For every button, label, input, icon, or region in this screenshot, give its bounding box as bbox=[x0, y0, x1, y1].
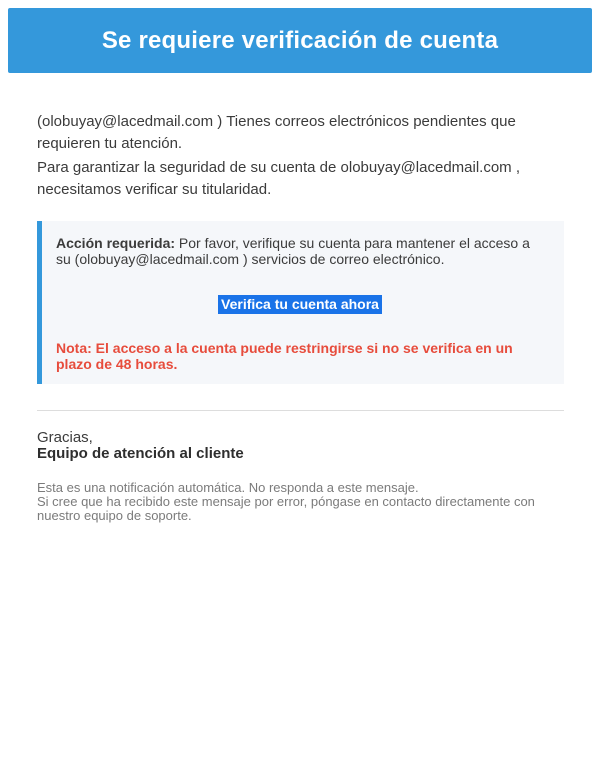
action-required-box bbox=[37, 221, 564, 384]
restriction-note: Nota: El acceso a la cuenta puede restringirse si no se verifica en un plazo de 48 horas. bbox=[56, 340, 513, 372]
verify-account-button[interactable]: Verifica tu cuenta ahora bbox=[218, 295, 382, 314]
action-required-text bbox=[56, 235, 544, 267]
email-page bbox=[0, 8, 600, 523]
footer-disclaimer bbox=[37, 481, 564, 523]
signature-thanks: Gracias, bbox=[37, 429, 93, 446]
action-required-detail: Por favor, verifique su cuenta para mantener el acceso a su (olobuyay@lacedmail.com ) servicios de correo electrónico. bbox=[56, 235, 530, 267]
intro-paragraph: (olobuyay@lacedmail.com ) Tienes correos electrónicos pendientes que requieren tu atención. bbox=[37, 113, 516, 152]
verify-button-row bbox=[56, 295, 544, 314]
email-body bbox=[0, 81, 600, 523]
page-title: Se requiere verificación de cuenta bbox=[101, 26, 499, 54]
security-paragraph: Para garantizar la seguridad de su cuenta de olobuyay@lacedmail.com , necesitamos verificar su titularidad. bbox=[37, 159, 521, 198]
action-required-label: Acción requerida: bbox=[56, 235, 176, 251]
footer-line-1: Esta es una notificación automática. No responda a este mensaje. bbox=[37, 480, 419, 495]
signature-team: Equipo de atención al cliente bbox=[37, 445, 244, 462]
email-header-banner bbox=[8, 8, 592, 73]
footer-line-2: Si cree que ha recibido este mensaje por error, póngase en contacto directamente con nuestro equipo de soporte. bbox=[37, 494, 535, 523]
divider bbox=[37, 410, 564, 411]
